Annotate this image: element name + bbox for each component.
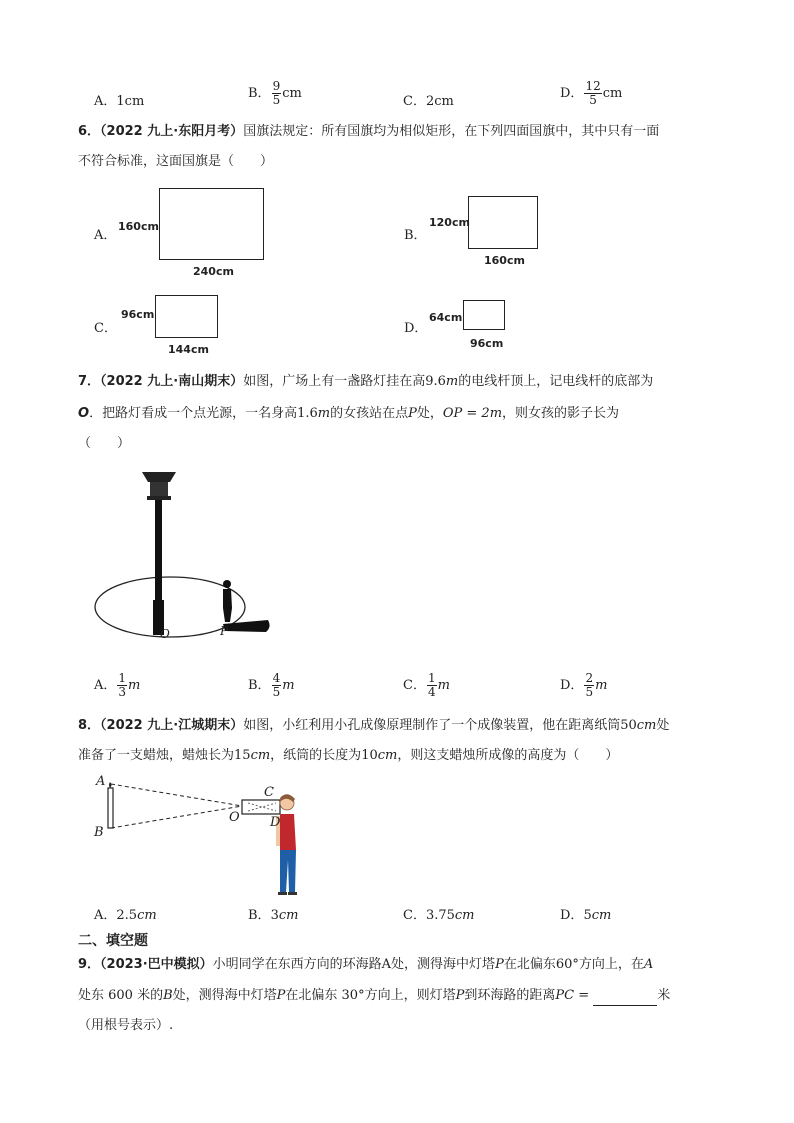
section-title: 二、填空题 bbox=[78, 933, 148, 949]
q7-option-d[interactable] bbox=[560, 672, 607, 699]
point-o-label: O bbox=[160, 627, 170, 641]
q5-option-c[interactable] bbox=[403, 90, 454, 109]
unit: cm bbox=[137, 908, 157, 923]
q7-option-a[interactable] bbox=[94, 672, 140, 699]
flag-d-rect bbox=[463, 300, 505, 330]
flag-height: 64cm bbox=[429, 311, 463, 324]
q6-option-b[interactable]: B． bbox=[404, 228, 427, 243]
candle-flame bbox=[109, 782, 112, 788]
q5-option-a[interactable] bbox=[94, 90, 144, 109]
fraction: $\frac{2}{5}$ bbox=[585, 671, 594, 699]
q8-figure bbox=[90, 770, 310, 900]
point-b-label: B bbox=[94, 825, 104, 840]
point-a-label: A bbox=[96, 774, 106, 789]
q7-option-c[interactable] bbox=[403, 672, 450, 699]
option-label: A． bbox=[94, 94, 117, 109]
flag-c-rect bbox=[155, 295, 218, 338]
answer-blank[interactable] bbox=[593, 991, 657, 1006]
q9-stem-line3: （用根号表示）. bbox=[78, 1018, 174, 1033]
flag-width: 96cm bbox=[470, 337, 504, 350]
unit: m bbox=[437, 678, 450, 693]
option-label: D． bbox=[560, 678, 584, 693]
q9-stem-line1: 9．（2023·巴中模拟）小明同学在东西方向的环海路A处，测得海中灯塔P在北偏东60°方向上，在A bbox=[78, 957, 654, 972]
q8-stem-line1: 8．（2022 九上·江城期末）如图，小红利用小孔成像原理制作了一个成像装置，他在距离纸筒50cm处 bbox=[78, 718, 670, 733]
option-value: 2cm bbox=[425, 94, 454, 109]
option-label: A． bbox=[94, 678, 117, 693]
option-label: D． bbox=[560, 908, 584, 923]
q6-stem-line2: 不符合标准，这面国旗是（ ） bbox=[78, 154, 274, 169]
fraction: $\frac{12}{5}$ bbox=[585, 79, 601, 107]
q7-option-b[interactable] bbox=[248, 672, 295, 699]
fraction: $\frac{4}{5}$ bbox=[272, 671, 281, 699]
person-pants bbox=[280, 850, 296, 892]
q8-option-b[interactable] bbox=[248, 904, 298, 923]
q8-stem-line2: 准备了一支蜡烛，蜡烛长为15cm，纸筒的长度为10cm，则这支蜡烛所成像的高度为（ ） bbox=[78, 748, 619, 763]
flag-width: 240cm bbox=[193, 265, 234, 278]
q6-option-c[interactable]: C． bbox=[94, 321, 117, 336]
flag-height: 160cm bbox=[118, 220, 159, 233]
flag-height: 96cm bbox=[121, 308, 155, 321]
option-value: 3 bbox=[270, 908, 279, 923]
lamp-head bbox=[142, 472, 176, 482]
option-value: 2.5 bbox=[116, 908, 138, 923]
unit: m bbox=[595, 678, 608, 693]
unit: m bbox=[282, 678, 295, 693]
q7-figure bbox=[90, 460, 280, 650]
point-p-label: P bbox=[220, 624, 229, 638]
q8-option-c[interactable] bbox=[403, 904, 475, 923]
unit: cm bbox=[591, 908, 612, 923]
option-value: 1cm bbox=[116, 94, 145, 109]
option-label: D． bbox=[560, 86, 584, 101]
fraction: $\frac{1}{4}$ bbox=[427, 671, 436, 699]
flag-width: 144cm bbox=[168, 343, 209, 356]
q9-stem-line2: 处东 600 米的B处，测得海中灯塔P在北偏东 30°方向上，则灯塔P到环海路的距离PC = 米 bbox=[78, 986, 670, 1006]
unit: m bbox=[128, 678, 141, 693]
point-o-label: O bbox=[229, 810, 240, 825]
unit: cm bbox=[454, 908, 475, 923]
option-label: C． bbox=[403, 678, 426, 693]
girl-body bbox=[223, 589, 232, 622]
q6-option-a[interactable]: A． bbox=[94, 228, 117, 243]
unit: cm bbox=[278, 908, 299, 923]
option-label: B． bbox=[248, 86, 271, 101]
point-c-label: C bbox=[264, 785, 274, 800]
option-label: B． bbox=[248, 678, 271, 693]
q7-stem-line2: O．把路灯看成一个点光源，一名身高1.6m的女孩站在点P处，OP = 2m，则女孩的影子长为 bbox=[78, 406, 620, 421]
flag-b-rect bbox=[468, 196, 538, 249]
option-value: 5 bbox=[583, 908, 592, 923]
flag-a-rect bbox=[159, 188, 264, 260]
person-shirt bbox=[280, 814, 296, 850]
fraction: $\frac{1}{3}$ bbox=[118, 671, 127, 699]
unit: cm bbox=[602, 86, 623, 101]
flag-width: 160cm bbox=[484, 254, 525, 267]
q6-stem-line1: 6．（2022 九上·东阳月考）国旗法规定：所有国旗均为相似矩形，在下列四面国旗中，其中只有一面 bbox=[78, 124, 660, 139]
option-label: C． bbox=[403, 94, 426, 109]
girl-head bbox=[223, 580, 231, 588]
point-d-label: D bbox=[270, 815, 281, 830]
unit: cm bbox=[282, 86, 302, 101]
option-label: B． bbox=[248, 908, 271, 923]
q8-option-a[interactable] bbox=[94, 904, 157, 923]
fraction: $\frac{9}{5}$ bbox=[272, 79, 281, 107]
q7-stem-line3: （ ） bbox=[78, 436, 131, 451]
option-label: A． bbox=[94, 908, 117, 923]
lamp-body bbox=[150, 482, 168, 496]
option-value: 3.75 bbox=[425, 908, 455, 923]
flag-height: 120cm bbox=[429, 216, 470, 229]
option-label: C． bbox=[403, 908, 426, 923]
q7-stem-line1: 7．（2022 九上·南山期末）如图，广场上有一盏路灯挂在高9.6m的电线杆顶上，记电线杆的底部为 bbox=[78, 374, 654, 389]
q8-option-d[interactable] bbox=[560, 904, 611, 923]
q6-option-d[interactable]: D． bbox=[404, 321, 428, 336]
candle bbox=[108, 788, 113, 828]
q5-option-d[interactable] bbox=[560, 80, 622, 107]
q5-option-b[interactable] bbox=[248, 80, 302, 107]
